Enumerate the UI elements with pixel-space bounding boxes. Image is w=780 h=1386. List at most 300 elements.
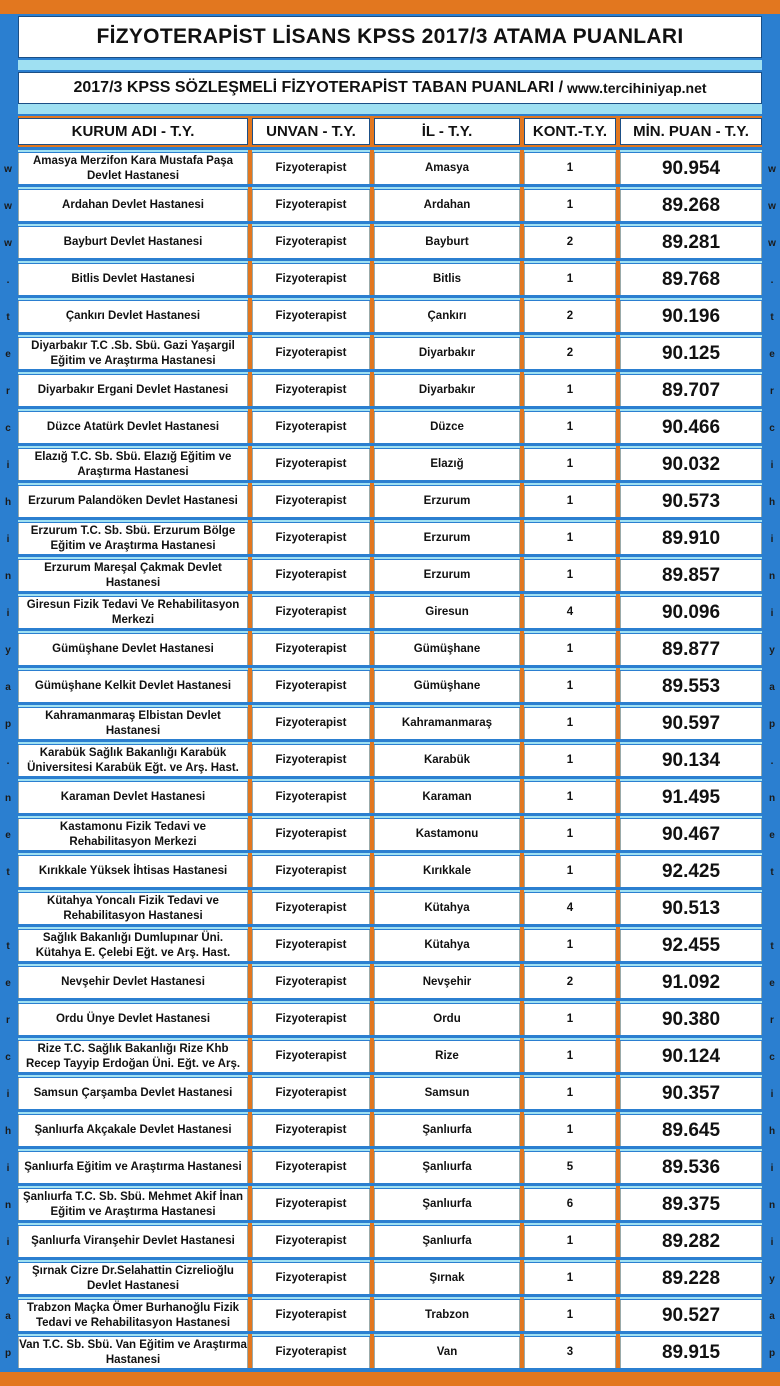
cell-puan: 89.268 (620, 190, 762, 221)
column-separator (370, 520, 374, 554)
column-separator (370, 335, 374, 369)
column-separator (370, 483, 374, 517)
cell-kont: 1 (524, 486, 616, 517)
table-row (18, 816, 762, 850)
column-separator (248, 1001, 252, 1035)
watermark-letter: w (4, 201, 12, 212)
column-separator (248, 1038, 252, 1072)
watermark-letter: p (4, 719, 12, 730)
cell-puan: 89.281 (620, 227, 762, 258)
watermark-letter: i (6, 534, 10, 545)
watermark-letter: a (5, 1311, 11, 1322)
column-separator (370, 224, 374, 258)
cell-kurum: Diyarbakır T.C .Sb. Sbü. Gazi Yaşargil Eğitim ve Araştırma Hastanesi (18, 338, 248, 369)
cell-unvan: Fizyoterapist (252, 745, 370, 776)
watermark-letter: e (769, 830, 775, 841)
column-separator (520, 594, 524, 628)
cell-puan: 90.513 (620, 893, 762, 924)
watermark-letter: a (769, 1311, 775, 1322)
table-row (18, 298, 762, 332)
cell-il: Erzurum (374, 560, 520, 591)
cell-kont: 2 (524, 338, 616, 369)
cell-unvan: Fizyoterapist (252, 930, 370, 961)
column-separator (520, 298, 524, 332)
watermark-letter: i (6, 1163, 10, 1174)
column-separator (520, 1223, 524, 1257)
cell-unvan: Fizyoterapist (252, 1189, 370, 1220)
watermark-letter: h (4, 1126, 12, 1137)
column-separator (520, 150, 524, 184)
column-separator (520, 1038, 524, 1072)
column-separator (520, 1149, 524, 1183)
cell-kont: 1 (524, 1300, 616, 1331)
cell-kont: 4 (524, 597, 616, 628)
column-separator (520, 187, 524, 221)
table-row (18, 409, 762, 443)
cell-il: Gümüşhane (374, 634, 520, 665)
cell-unvan: Fizyoterapist (252, 449, 370, 480)
cell-puan: 89.375 (620, 1189, 762, 1220)
cell-il: Kütahya (374, 930, 520, 961)
cell-puan: 89.553 (620, 671, 762, 702)
column-separator (616, 1186, 620, 1220)
cell-unvan: Fizyoterapist (252, 856, 370, 887)
table-row (18, 1260, 762, 1294)
column-separator (616, 261, 620, 295)
column-separator (248, 779, 252, 813)
column-separator (616, 298, 620, 332)
column-separator (616, 927, 620, 961)
cell-kurum: Elazığ T.C. Sb. Sbü. Elazığ Eğitim ve Araştırma Hastanesi (18, 449, 248, 480)
table-row (18, 187, 762, 221)
column-separator (520, 1001, 524, 1035)
cell-kurum: Diyarbakır Ergani Devlet Hastanesi (18, 375, 248, 406)
column-separator (248, 668, 252, 702)
column-separator (520, 372, 524, 406)
column-separator (248, 1334, 252, 1368)
column-separator (370, 1038, 374, 1072)
column-separator (370, 187, 374, 221)
cell-il: Çankırı (374, 301, 520, 332)
column-separator (520, 224, 524, 258)
table-header (18, 116, 762, 147)
cell-kurum: Erzurum Mareşal Çakmak Devlet Hastanesi (18, 560, 248, 591)
cell-kurum: Şanlıurfa Viranşehir Devlet Hastanesi (18, 1226, 248, 1257)
cell-puan: 91.495 (620, 782, 762, 813)
table-row (18, 1186, 762, 1220)
cell-unvan: Fizyoterapist (252, 597, 370, 628)
column-separator (616, 187, 620, 221)
column-separator (520, 742, 524, 776)
column-separator (248, 1260, 252, 1294)
divider-strip (18, 104, 762, 114)
header-il: İL - T.Y. (374, 118, 520, 145)
column-separator (248, 1297, 252, 1331)
cell-unvan: Fizyoterapist (252, 1337, 370, 1368)
column-separator (248, 409, 252, 443)
column-separator (370, 446, 374, 480)
column-separator (616, 1149, 620, 1183)
cell-kurum: Amasya Merzifon Kara Mustafa Paşa Devlet Hastanesi (18, 153, 248, 184)
column-separator (616, 1223, 620, 1257)
column-separator (248, 964, 252, 998)
column-separator (520, 261, 524, 295)
column-separator (370, 1112, 374, 1146)
watermark-letter: e (5, 978, 11, 989)
watermark-letter: y (769, 645, 775, 656)
column-separator (520, 557, 524, 591)
cell-kont: 1 (524, 153, 616, 184)
watermark-letter: i (770, 1237, 774, 1248)
cell-kont: 1 (524, 412, 616, 443)
cell-kurum: Giresun Fizik Tedavi Ve Rehabilitasyon Merkezi (18, 597, 248, 628)
header-kont: KONT.-T.Y. (524, 118, 616, 145)
watermark-letter: r (770, 386, 774, 397)
cell-il: Trabzon (374, 1300, 520, 1331)
column-separator (370, 964, 374, 998)
watermark-letter: w (768, 238, 776, 249)
cell-puan: 90.380 (620, 1004, 762, 1035)
table-row (18, 483, 762, 517)
cell-kurum: Şırnak Cizre Dr.Selahattin Cizrelioğlu Devlet Hastanesi (18, 1263, 248, 1294)
table-row (18, 1038, 762, 1072)
watermark-letter: i (770, 534, 774, 545)
column-separator (616, 1297, 620, 1331)
cell-il: Diyarbakır (374, 375, 520, 406)
column-separator (520, 964, 524, 998)
watermark-letter: t (6, 867, 10, 878)
watermark-letter: n (768, 571, 776, 582)
column-separator (370, 705, 374, 739)
column-separator (520, 1186, 524, 1220)
cell-il: Bitlis (374, 264, 520, 295)
column-separator (370, 742, 374, 776)
column-separator (248, 1149, 252, 1183)
cell-kont: 2 (524, 301, 616, 332)
cell-kurum: Erzurum Palandöken Devlet Hastanesi (18, 486, 248, 517)
cell-kurum: Ardahan Devlet Hastanesi (18, 190, 248, 221)
cell-kont: 5 (524, 1152, 616, 1183)
table-row (18, 372, 762, 406)
cell-puan: 89.768 (620, 264, 762, 295)
page-title: FİZYOTERAPİST LİSANS KPSS 2017/3 ATAMA PUANLARI (18, 16, 762, 58)
column-separator (248, 594, 252, 628)
column-separator (616, 742, 620, 776)
column-separator (248, 150, 252, 184)
cell-kurum: Van T.C. Sb. Sbü. Van Eğitim ve Araştırma Hastanesi (18, 1337, 248, 1368)
cell-kurum: Bayburt Devlet Hastanesi (18, 227, 248, 258)
header-unvan: UNVAN - T.Y. (252, 118, 370, 145)
cell-il: Elazığ (374, 449, 520, 480)
column-separator (520, 520, 524, 554)
column-separator (248, 853, 252, 887)
column-separator (370, 1001, 374, 1035)
column-separator (248, 520, 252, 554)
column-separator (616, 594, 620, 628)
subtitle-bar (18, 72, 762, 104)
column-separator (370, 261, 374, 295)
cell-il: Kastamonu (374, 819, 520, 850)
column-separator (248, 446, 252, 480)
column-separator (248, 890, 252, 924)
cell-kont: 1 (524, 1004, 616, 1035)
column-separator (370, 1334, 374, 1368)
table-row (18, 520, 762, 554)
watermark-letter: i (6, 460, 10, 471)
cell-kont: 1 (524, 560, 616, 591)
cell-kont: 1 (524, 523, 616, 554)
cell-kurum: Nevşehir Devlet Hastanesi (18, 967, 248, 998)
cell-il: Şanlıurfa (374, 1115, 520, 1146)
watermark-letter: w (4, 238, 12, 249)
column-separator (616, 1075, 620, 1109)
cell-unvan: Fizyoterapist (252, 634, 370, 665)
cell-kurum: Karabük Sağlık Bakanlığı Karabük Üniversitesi Karabük Eğt. ve Arş. Hast. (18, 745, 248, 776)
watermark-letter: . (6, 756, 10, 767)
cell-kurum: Rize T.C. Sağlık Bakanlığı Rize Khb Recep Tayyip Erdoğan Üni. Eğt. ve Arş. (18, 1041, 248, 1072)
cell-puan: 90.527 (620, 1300, 762, 1331)
cell-il: Amasya (374, 153, 520, 184)
cell-kont: 1 (524, 819, 616, 850)
column-separator (616, 1334, 620, 1368)
cell-puan: 90.357 (620, 1078, 762, 1109)
watermark-letter: t (770, 867, 774, 878)
watermark-letter: r (6, 386, 10, 397)
table-row (18, 1334, 762, 1368)
column-separator (370, 150, 374, 184)
watermark-letter: p (768, 1348, 776, 1359)
watermark-letter: w (4, 164, 12, 175)
table-row (18, 1223, 762, 1257)
watermark-letter: p (768, 719, 776, 730)
column-separator (520, 409, 524, 443)
watermark-letter: e (5, 830, 11, 841)
column-separator (248, 483, 252, 517)
watermark-letter: . (6, 275, 10, 286)
cell-il: Ardahan (374, 190, 520, 221)
watermark-letter: n (4, 793, 12, 804)
cell-kurum: Kahramanmaraş Elbistan Devlet Hastanesi (18, 708, 248, 739)
column-separator (520, 483, 524, 517)
table-row (18, 631, 762, 665)
column-separator (616, 520, 620, 554)
column-separator (616, 779, 620, 813)
table-row (18, 261, 762, 295)
cell-unvan: Fizyoterapist (252, 486, 370, 517)
watermark-letter: n (4, 571, 12, 582)
cell-kurum: Gümüşhane Devlet Hastanesi (18, 634, 248, 665)
cell-il: Ordu (374, 1004, 520, 1035)
watermark-letter: n (768, 1200, 776, 1211)
cell-kurum: Karaman Devlet Hastanesi (18, 782, 248, 813)
cell-puan: 89.707 (620, 375, 762, 406)
cell-il: Kırıkkale (374, 856, 520, 887)
cell-puan: 90.466 (620, 412, 762, 443)
watermark-letter: n (4, 1200, 12, 1211)
header-kurum: KURUM ADI - T.Y. (18, 118, 248, 145)
cell-unvan: Fizyoterapist (252, 338, 370, 369)
cell-kont: 1 (524, 671, 616, 702)
cell-il: Rize (374, 1041, 520, 1072)
column-separator (248, 1112, 252, 1146)
table-row (18, 150, 762, 184)
cell-il: Diyarbakır (374, 338, 520, 369)
cell-puan: 92.425 (620, 856, 762, 887)
column-separator (520, 668, 524, 702)
cell-kont: 1 (524, 708, 616, 739)
column-separator (616, 816, 620, 850)
column-separator (520, 335, 524, 369)
cell-unvan: Fizyoterapist (252, 1115, 370, 1146)
column-separator (370, 409, 374, 443)
table-row (18, 964, 762, 998)
table-row (18, 668, 762, 702)
column-separator (370, 890, 374, 924)
watermark-letter: h (768, 497, 776, 508)
watermark-letter: c (5, 423, 11, 434)
cell-il: Giresun (374, 597, 520, 628)
table-row (18, 742, 762, 776)
column-separator (520, 631, 524, 665)
cell-unvan: Fizyoterapist (252, 375, 370, 406)
table-row (18, 594, 762, 628)
column-separator (616, 446, 620, 480)
column-separator (248, 261, 252, 295)
column-separator (370, 298, 374, 332)
column-separator (248, 187, 252, 221)
cell-il: Şanlıurfa (374, 1189, 520, 1220)
cell-kont: 1 (524, 634, 616, 665)
cell-kont: 1 (524, 449, 616, 480)
cell-unvan: Fizyoterapist (252, 1041, 370, 1072)
cell-puan: 90.954 (620, 153, 762, 184)
column-separator (248, 372, 252, 406)
watermark-letter: a (5, 682, 11, 693)
watermark-letter: i (770, 460, 774, 471)
table-row (18, 1297, 762, 1331)
cell-unvan: Fizyoterapist (252, 671, 370, 702)
cell-kont: 1 (524, 1078, 616, 1109)
cell-il: Karaman (374, 782, 520, 813)
cell-il: Samsun (374, 1078, 520, 1109)
watermark-letter: t (6, 941, 10, 952)
cell-puan: 90.096 (620, 597, 762, 628)
column-separator (520, 1334, 524, 1368)
cell-kont: 1 (524, 782, 616, 813)
table-row (18, 1001, 762, 1035)
column-separator (520, 1075, 524, 1109)
cell-kurum: Erzurum T.C. Sb. Sbü. Erzurum Bölge Eğitim ve Araştırma Hastanesi (18, 523, 248, 554)
column-separator (616, 335, 620, 369)
cell-unvan: Fizyoterapist (252, 1226, 370, 1257)
column-separator (370, 1149, 374, 1183)
cell-unvan: Fizyoterapist (252, 227, 370, 258)
cell-kurum: Bitlis Devlet Hastanesi (18, 264, 248, 295)
cell-kont: 1 (524, 856, 616, 887)
header-puan: MİN. PUAN - T.Y. (620, 118, 762, 145)
cell-puan: 90.196 (620, 301, 762, 332)
cell-il: Kahramanmaraş (374, 708, 520, 739)
cell-il: Kütahya (374, 893, 520, 924)
cell-unvan: Fizyoterapist (252, 301, 370, 332)
column-separator (370, 1297, 374, 1331)
cell-il: Van (374, 1337, 520, 1368)
cell-il: Erzurum (374, 486, 520, 517)
cell-kont: 1 (524, 375, 616, 406)
cell-puan: 90.597 (620, 708, 762, 739)
top-border (0, 0, 780, 14)
column-separator (370, 853, 374, 887)
watermark-letter: i (770, 1089, 774, 1100)
table-row (18, 890, 762, 924)
cell-puan: 89.910 (620, 523, 762, 554)
watermark-letter: . (770, 275, 774, 286)
subtitle: 2017/3 KPSS SÖZLEŞMELİ FİZYOTERAPİST TABAN PUANLARI / (73, 79, 564, 96)
column-separator (370, 816, 374, 850)
cell-il: Erzurum (374, 523, 520, 554)
watermark-letter: y (5, 645, 11, 656)
table-row (18, 853, 762, 887)
website-link[interactable]: www.tercihiniyap.net (567, 80, 707, 96)
cell-unvan: Fizyoterapist (252, 1263, 370, 1294)
column-separator (248, 557, 252, 591)
table-row (18, 1149, 762, 1183)
watermark-letter: i (6, 1089, 10, 1100)
watermark-letter: . (770, 756, 774, 767)
watermark-letter: h (768, 1126, 776, 1137)
watermark-letter: i (6, 1237, 10, 1248)
watermark-letter: t (770, 941, 774, 952)
cell-unvan: Fizyoterapist (252, 1004, 370, 1035)
cell-il: Şırnak (374, 1263, 520, 1294)
column-separator (616, 483, 620, 517)
cell-kont: 3 (524, 1337, 616, 1368)
cell-kont: 2 (524, 227, 616, 258)
cell-puan: 90.134 (620, 745, 762, 776)
column-separator (248, 224, 252, 258)
watermark-letter: c (769, 1052, 775, 1063)
cell-unvan: Fizyoterapist (252, 264, 370, 295)
cell-unvan: Fizyoterapist (252, 412, 370, 443)
column-separator (520, 816, 524, 850)
column-separator (520, 446, 524, 480)
cell-il: Şanlıurfa (374, 1226, 520, 1257)
column-separator (248, 298, 252, 332)
table-row (18, 224, 762, 258)
watermark-letter: e (769, 978, 775, 989)
cell-puan: 89.915 (620, 1337, 762, 1368)
cell-puan: 89.877 (620, 634, 762, 665)
column-separator (616, 1001, 620, 1035)
watermark-letter: h (4, 497, 12, 508)
column-separator (370, 1075, 374, 1109)
watermark-letter: y (769, 1274, 775, 1285)
bottom-border (0, 1372, 780, 1386)
watermark-letter: w (768, 201, 776, 212)
column-separator (248, 927, 252, 961)
column-separator (370, 631, 374, 665)
column-separator (520, 890, 524, 924)
column-separator (370, 372, 374, 406)
cell-unvan: Fizyoterapist (252, 893, 370, 924)
column-separator (520, 927, 524, 961)
cell-kont: 1 (524, 1041, 616, 1072)
cell-puan: 92.455 (620, 930, 762, 961)
column-separator (520, 705, 524, 739)
column-separator (248, 1075, 252, 1109)
column-separator (520, 1260, 524, 1294)
column-separator (248, 1186, 252, 1220)
